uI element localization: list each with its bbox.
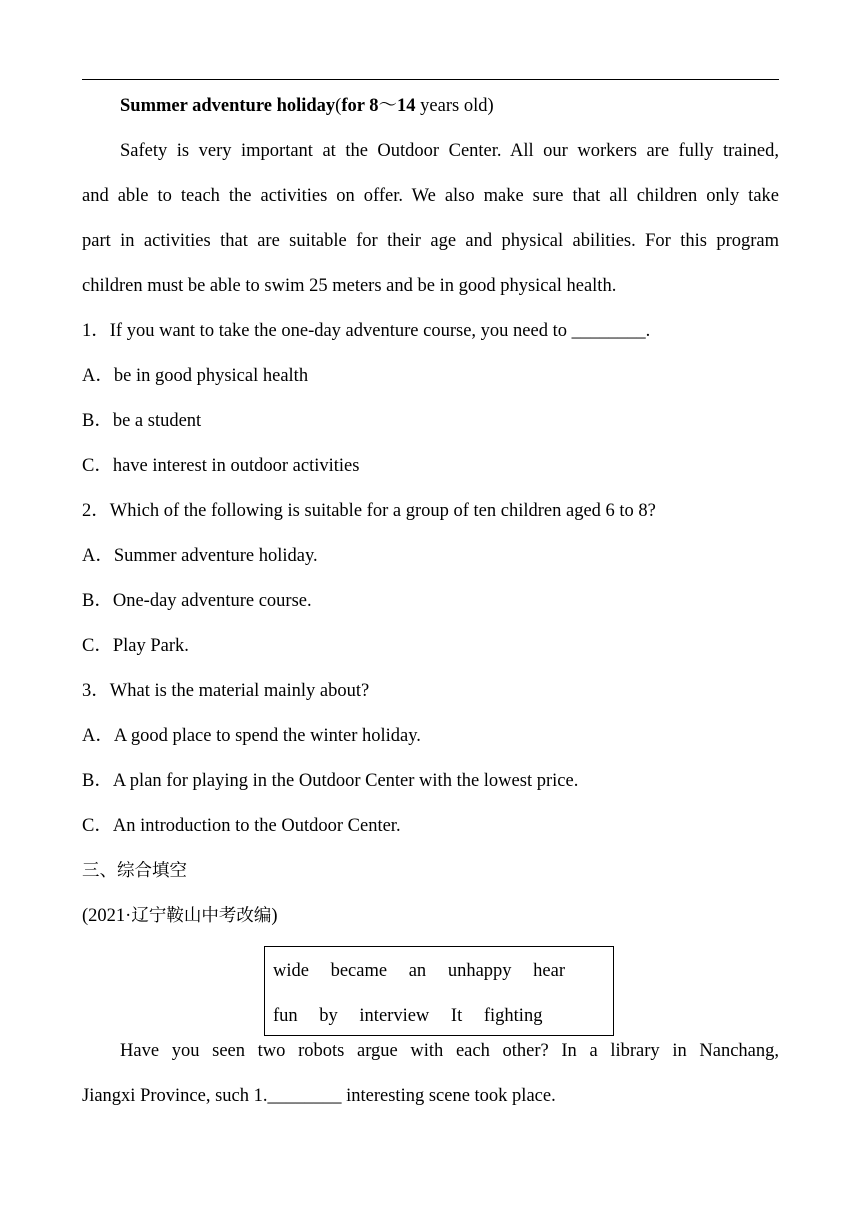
word-bank-word: unhappy — [447, 961, 512, 981]
question-number: 1． — [82, 321, 110, 341]
word-bank-word: became — [330, 961, 388, 981]
heading-paren: ( — [335, 96, 342, 116]
heading-tilde: ～ — [378, 96, 398, 116]
word-bank-box — [264, 946, 614, 1036]
question-3 — [82, 676, 779, 856]
option-c: C．An introduction to the Outdoor Center. — [82, 816, 401, 836]
word-bank-word: interview — [359, 1006, 430, 1026]
option-a: A．be in good physical health — [82, 366, 309, 386]
option-b: B．One-day adventure course. — [82, 591, 312, 611]
section-title: 三、综合填空 — [82, 861, 187, 881]
word-bank-word: by — [319, 1006, 338, 1026]
paragraph-line: children must be able to swim 25 meters and be in good physical health. — [82, 276, 617, 296]
heading-age: 14 — [397, 96, 416, 116]
question-2 — [82, 496, 779, 676]
passage-line: Jiangxi Province, such 1.________ interesting scene took place. — [82, 1086, 556, 1106]
document-body — [82, 91, 779, 1126]
paragraph-line: part in activities that are suitable for their age and physical abilities. For this program — [82, 231, 779, 251]
source-prefix: (2021· — [82, 906, 132, 926]
passage-paragraph — [82, 1036, 779, 1126]
question-stem — [82, 496, 779, 541]
paragraph-line: Safety is very important at the Outdoor Center. All our workers are fully trained, — [120, 141, 779, 161]
question-number: 3． — [82, 681, 110, 701]
heading-tail: years old) — [415, 96, 494, 116]
source-note — [82, 901, 779, 946]
option-c: C．have interest in outdoor activities — [82, 456, 360, 476]
word-bank-row-1 — [273, 956, 565, 986]
option-b: B．be a student — [82, 411, 202, 431]
word-bank-word: fun — [273, 1006, 298, 1026]
option-a: A．A good place to spend the winter holiday. — [82, 726, 421, 746]
word-bank-word: fighting — [483, 1006, 543, 1026]
source-cjk: 辽宁鞍山中考改编 — [131, 906, 272, 926]
header-rule — [82, 79, 779, 80]
word-bank-word: wide — [273, 961, 309, 981]
question-text: Which of the following is suitable for a group of ten children aged 6 to 8? — [109, 501, 656, 521]
option-c: C．Play Park. — [82, 636, 189, 656]
word-bank-word: an — [408, 961, 427, 981]
heading-title: Summer adventure holiday — [120, 96, 336, 116]
option-b: B．A plan for playing in the Outdoor Center with the lowest price. — [82, 771, 579, 791]
question-stem — [82, 676, 779, 721]
passage-line: Have you seen two robots argue with each other? In a library in Nanchang, — [120, 1041, 779, 1061]
word-bank-row-2 — [273, 1001, 542, 1031]
safety-paragraph — [82, 136, 779, 316]
heading-for: for 8 — [341, 96, 379, 116]
word-bank-word: It — [450, 1006, 463, 1026]
question-stem — [82, 316, 779, 361]
word-bank-word: hear — [533, 961, 565, 981]
source-suffix: ) — [271, 906, 278, 926]
question-1 — [82, 316, 779, 496]
question-text: If you want to take the one-day adventure course, you need to ________. — [109, 321, 651, 341]
section-heading — [82, 91, 779, 136]
question-text: What is the material mainly about? — [109, 681, 370, 701]
option-a: A．Summer adventure holiday. — [82, 546, 318, 566]
question-number: 2． — [82, 501, 110, 521]
paragraph-line: and able to teach the activities on offer. We also make sure that all children only take — [82, 186, 779, 206]
